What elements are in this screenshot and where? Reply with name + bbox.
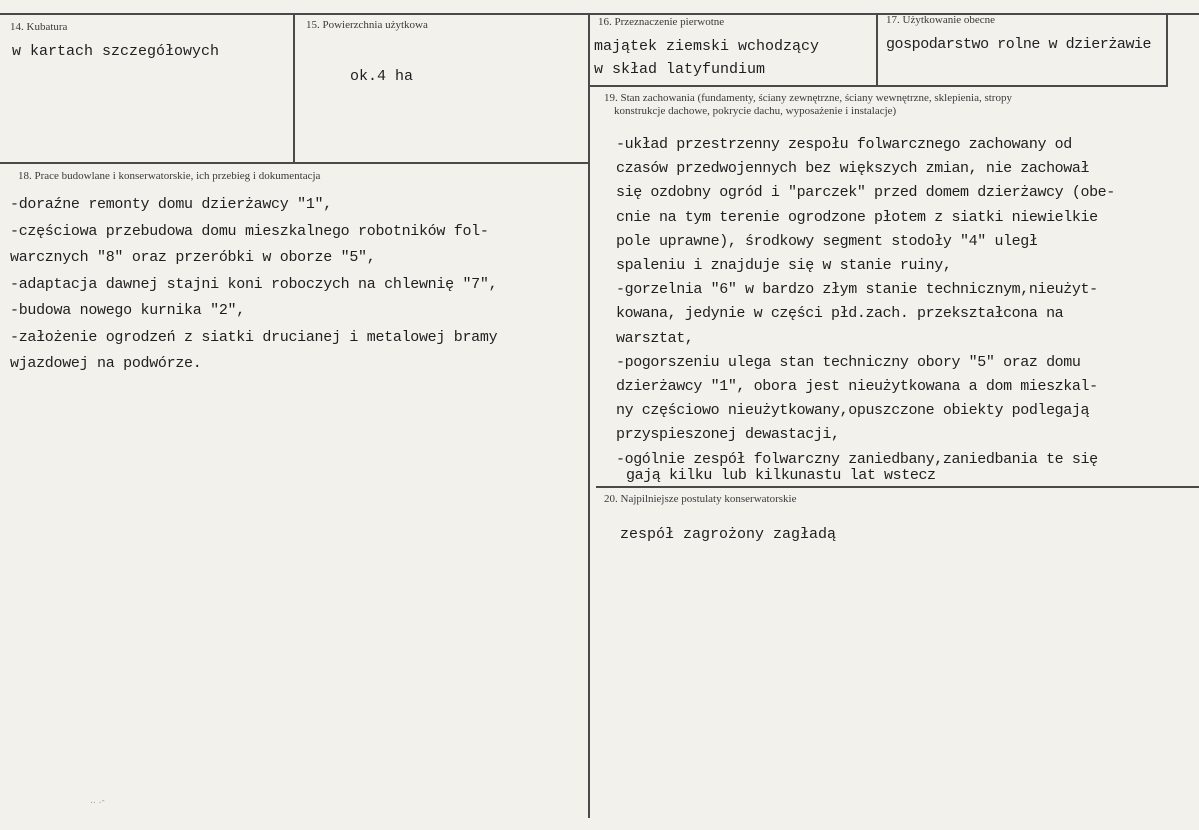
field-19-line: pole uprawne), środkowy segment stodoły "4" uległ xyxy=(616,232,1038,250)
right-edge-rule xyxy=(1166,13,1168,85)
field-19-line: spaleniu i znajduje się w stanie ruiny, xyxy=(616,257,952,275)
field-14-value: w kartach szczegółowych xyxy=(12,43,220,60)
field-19-line: ny częściowo nieużytkowany,opuszczone obiekty podlegają xyxy=(616,402,1090,420)
field-16-value xyxy=(594,35,819,81)
field-18-label: 18. Prace budowlane i konserwatorskie, ich przebieg i dokumentacja xyxy=(18,170,321,182)
field-19-label-line: 19. Stan zachowania (fundamenty, ściany zewnętrzne, ściany wewnętrzne, sklepienia, stropy xyxy=(604,92,1012,104)
field-19-line: -ogólnie zespół folwarczny zaniedbany,zaniedbania te się xyxy=(616,450,1098,468)
field-18-line: -budowa nowego kurnika "2", xyxy=(10,302,245,319)
field-20-label: 20. Najpilniejsze postulaty konserwatorskie xyxy=(604,493,797,505)
right-upper-divider xyxy=(588,85,1168,87)
field-16-line: majątek ziemski wchodzący xyxy=(594,38,820,55)
field-18-line: -adaptacja dawnej stajni koni roboczych na chlewnię "7", xyxy=(10,275,498,293)
field-20-value: zespół zagrożony zagładą xyxy=(620,526,837,543)
field-18-line: -założenie ogrodzeń z siatki drucianej i metalowej bramy xyxy=(10,328,498,346)
col-divider-14-15 xyxy=(293,13,295,163)
field-18-line: -częściowa przebudowa domu mieszkalnego robotników fol- xyxy=(10,222,489,240)
scan-mark: .. .- xyxy=(90,796,105,806)
field-19-line: czasów przedwojennych bez większych zmian, nie zachował xyxy=(616,160,1090,178)
field-19-line: gają kilku lub kilkunastu lat wstecz xyxy=(626,466,936,484)
field-18-line: -doraźne remonty domu dzierżawcy "1", xyxy=(10,196,332,213)
top-rule xyxy=(0,13,1199,15)
field-19-line: -układ przestrzenny zespołu folwarcznego zachowany od xyxy=(616,136,1072,153)
field-19-line: dzierżawcy "1", obora jest nieużytkowana a dom mieszkal- xyxy=(616,378,1098,396)
field-19-line: przyspieszonej dewastacji, xyxy=(616,426,840,444)
field-19-label xyxy=(604,92,1012,118)
field-19-line: cnie na tym terenie ogrodzone płotem z siatki niewielkie xyxy=(616,208,1098,226)
field-16-label: 16. Przeznaczenie pierwotne xyxy=(598,16,725,28)
col-divider-16-17 xyxy=(876,13,878,85)
center-divider xyxy=(588,13,590,818)
field-18-line: warcznych "8" oraz przeróbki w oborze "5", xyxy=(10,249,376,266)
field-18-line: wjazdowej na podwórze. xyxy=(10,355,202,372)
field-14-label: 14. Kubatura xyxy=(10,21,68,33)
field-19-value xyxy=(616,133,1115,488)
field-19-line: kowana, jedynie w części płd.zach. przekształcona na xyxy=(616,305,1064,323)
field-17-value: gospodarstwo rolne w dzierżawie xyxy=(886,36,1152,53)
field-19-line: -gorzelnia "6" w bardzo złym stanie technicznym,nieużyt- xyxy=(616,281,1098,299)
field-18-value xyxy=(10,192,497,378)
field-15-label: 15. Powierzchnia użytkowa xyxy=(306,19,428,31)
field-15-value: ok.4 ha xyxy=(350,68,414,85)
field-19-line: -pogorszeniu ulega stan techniczny obory "5" oraz domu xyxy=(616,353,1081,371)
field-16-line: w skład latyfundium xyxy=(594,61,766,78)
field-19-line: się ozdobny ogród i "parczek" przed domem dzierżawcy (obe- xyxy=(616,184,1115,202)
field-19-line: warsztat, xyxy=(616,329,694,347)
field-17-label: 17. Użytkowanie obecne xyxy=(886,14,996,26)
field-19-label-line: konstrukcje dachowe, pokrycie dachu, wyposażenie i instalacje) xyxy=(614,105,897,117)
